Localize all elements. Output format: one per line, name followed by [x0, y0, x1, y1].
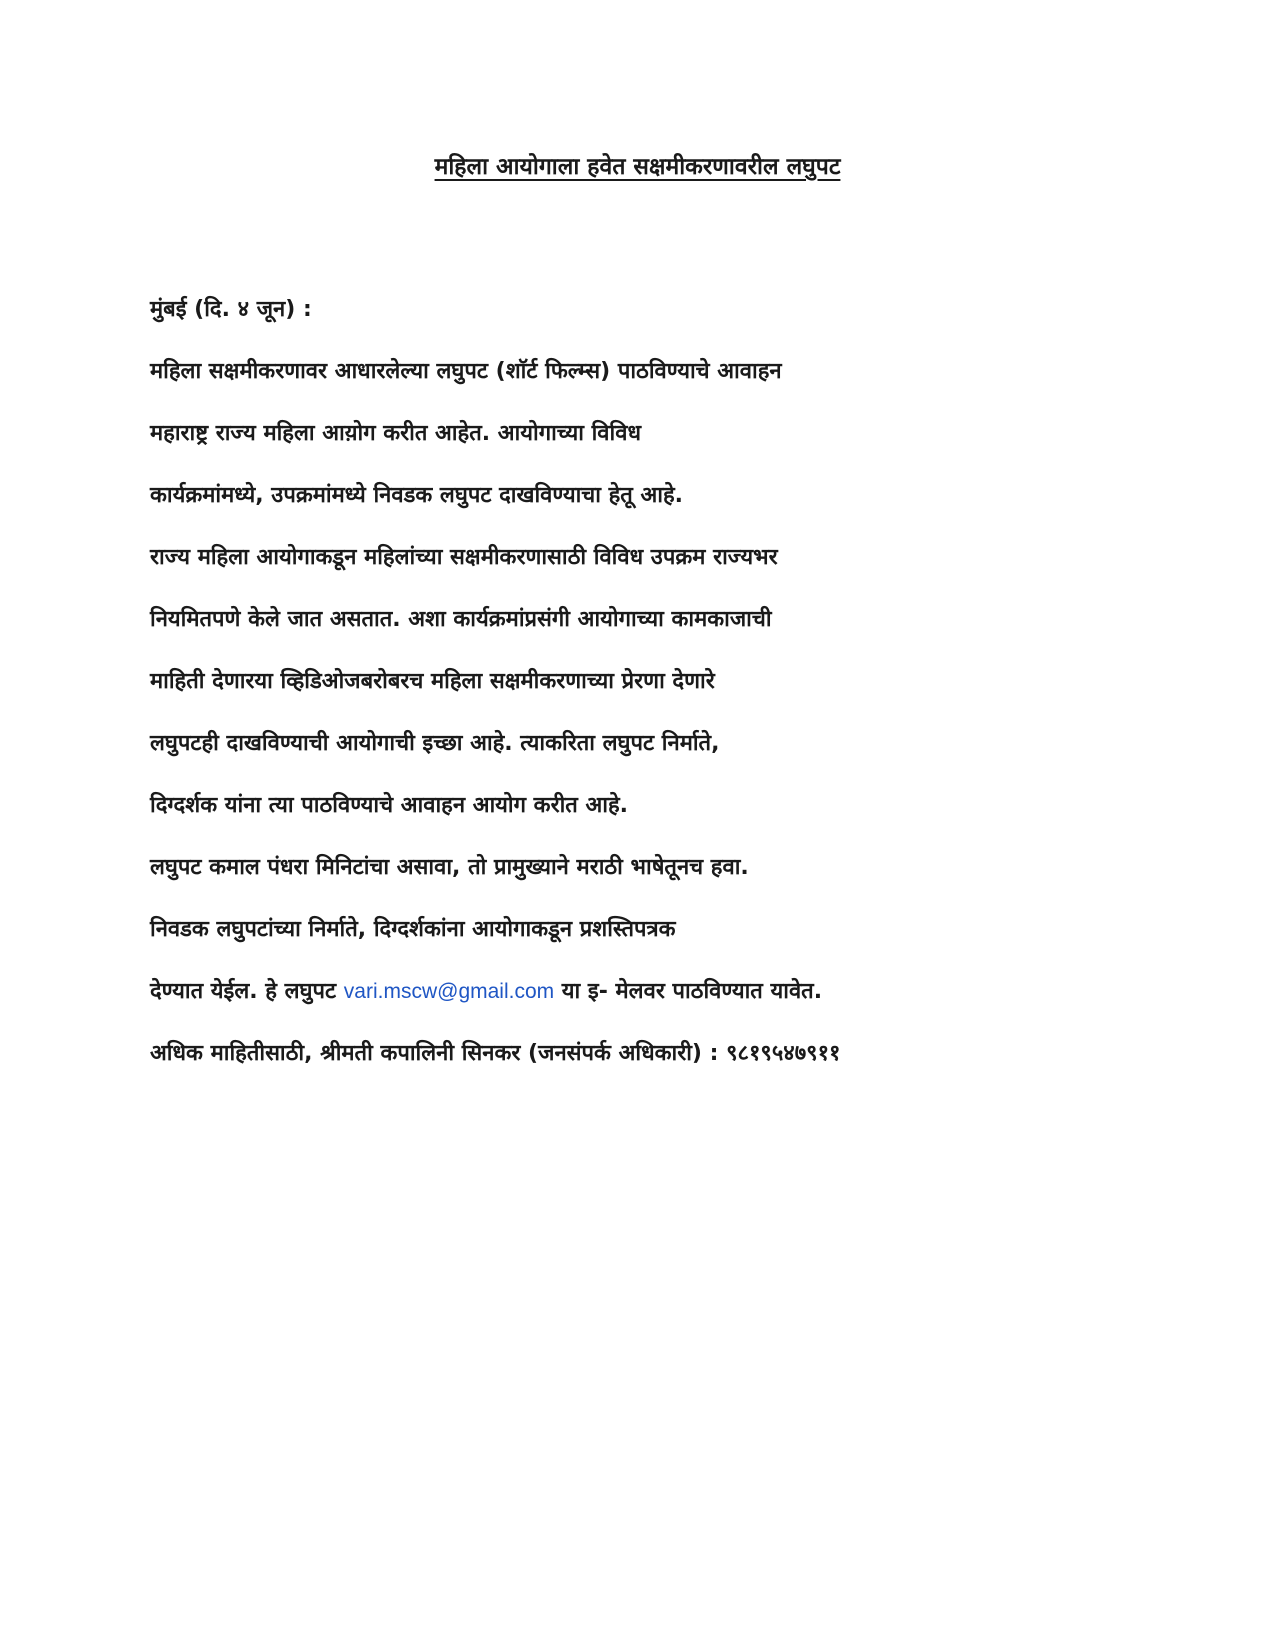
body-line: लघुपट कमाल पंधरा मिनिटांचा असावा, तो प्रामुख्याने मराठी भाषेतूनच हवा.	[150, 855, 749, 880]
body-line: लघुपटही दाखविण्याची आयोगाची इच्छा आहे. त्याकरिता लघुपट निर्माते,	[150, 731, 720, 756]
body-line: महाराष्ट्र राज्य महिला आय़ोग करीत आहेत. आयोगाच्या विविध	[150, 421, 641, 446]
document-title-text: महिला आयोगाला हवेत सक्षमीकरणावरील लघुपट	[434, 154, 841, 180]
body-line: माहिती देणारया व्हिडिओजबरोबरच महिला सक्षमीकरणाच्या प्रेरणा देणारे	[150, 669, 715, 694]
body-line: महिला सक्षमीकरणावर आधारलेल्या लघुपट (शाॅर्ट फिल्म्स) पाठविण्याचे आवाहन	[150, 359, 782, 384]
body-line: दिग्दर्शक यांना त्या पाठविण्याचे आवाहन आयोग करीत आहे.	[150, 793, 628, 818]
email-line	[150, 975, 1150, 1037]
body-line: निवडक लघुपटांच्या निर्माते, दिग्दर्शकांना आयोगाकडून प्रशस्तिपत्रक	[150, 917, 676, 942]
document-title	[0, 150, 1275, 184]
email-line-before: देण्यात येईल. हे लघुपट	[150, 979, 344, 1004]
contact-line: अधिक माहितीसाठी, श्रीमती कपालिनी सिनकर (जनसंपर्क अधिकारी) : ९८१९५४७९११	[150, 1041, 841, 1066]
body-line: राज्य महिला आयोगाकडून महिलांच्या सक्षमीकरणासाठी विविध उपक्रम राज्यभर	[150, 545, 778, 570]
email-link[interactable]: vari.mscw@gmail.com	[343, 980, 555, 1003]
email-line-after: या इ- मेलवर पाठविण्यात यावेत.	[554, 979, 823, 1004]
body-line: कार्यक्रमांमध्ये, उपक्रमांमध्ये निवडक लघुपट दाखविण्याचा हेतू आहे.	[150, 483, 684, 508]
dateline: मुंबई (दि. ४ जून) :	[150, 297, 312, 322]
document-body	[150, 293, 1150, 1099]
body-line: नियमितपणे केले जात असतात. अशा कार्यक्रमांप्रसंगी आयोगाच्या कामकाजाची	[150, 607, 772, 632]
